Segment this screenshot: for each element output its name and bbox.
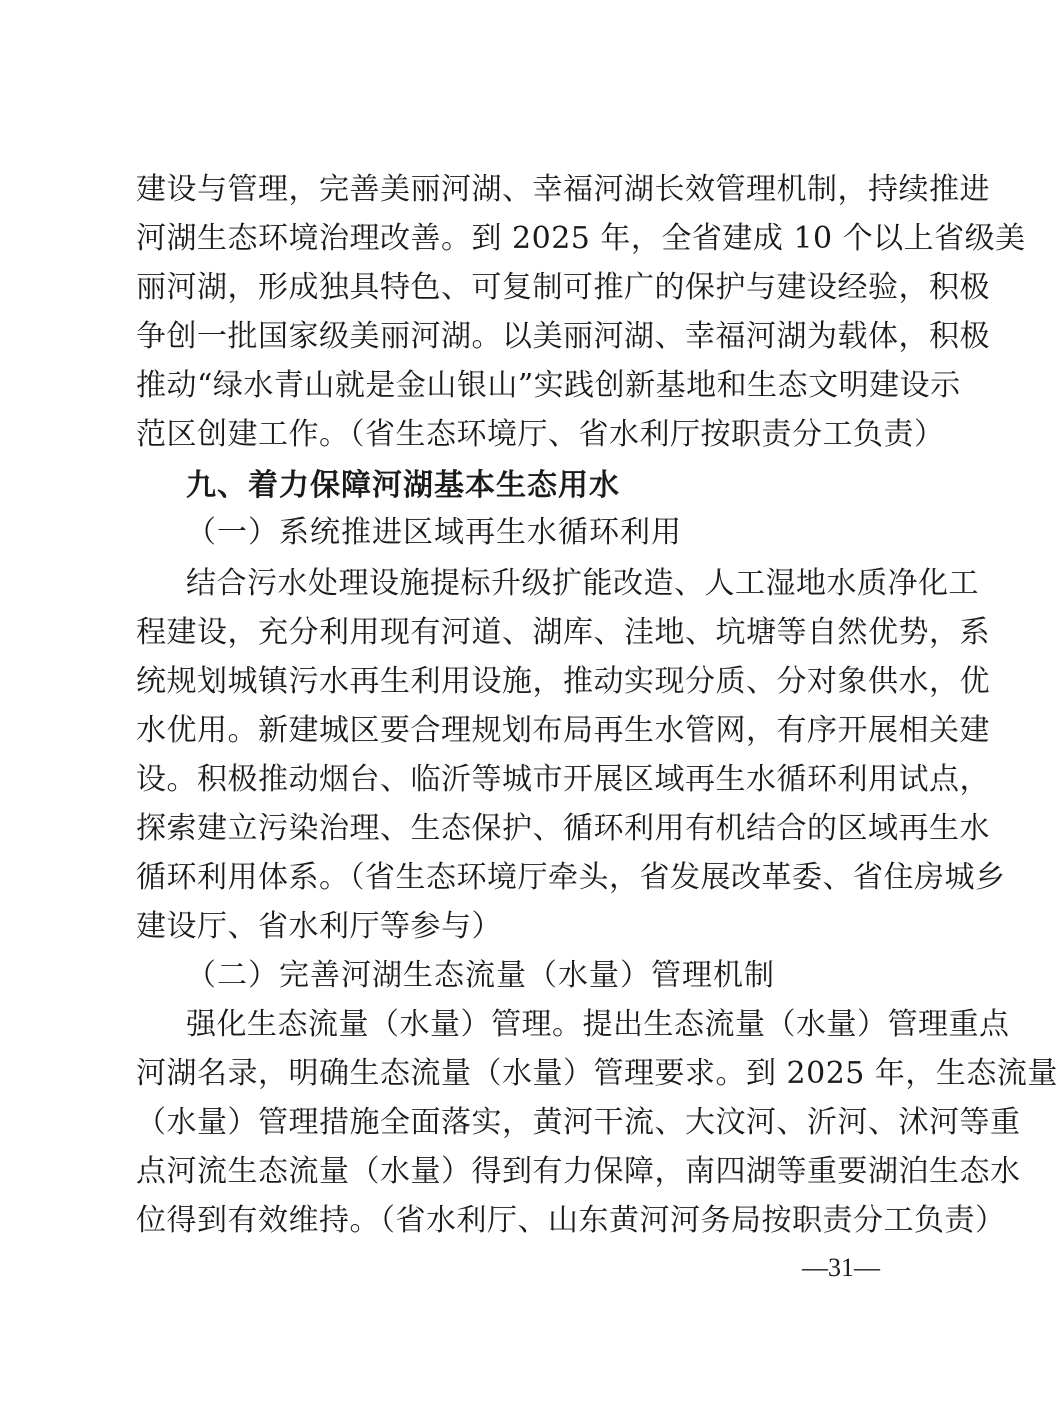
paragraph-line: 程建设，充分利用现有河道、湖库、洼地、坑塘等自然优势，系 bbox=[136, 615, 990, 650]
paragraph-line: （水量）管理措施全面落实，黄河干流、大汶河、沂河、沭河等重 bbox=[136, 1105, 1021, 1140]
paragraph-line: 建设与管理，完善美丽河湖、幸福河湖长效管理机制，持续推进 bbox=[136, 172, 990, 207]
paragraph-line: 水优用。新建城区要合理规划布局再生水管网，有序开展相关建 bbox=[136, 713, 990, 748]
paragraph-line: 丽河湖，形成独具特色、可复制可推广的保护与建设经验，积极 bbox=[136, 270, 990, 305]
paragraph-line: 强化生态流量（水量）管理。提出生态流量（水量）管理重点 bbox=[186, 1007, 1010, 1042]
paragraph-line: 建设厅、省水利厅等参与） bbox=[136, 909, 502, 944]
paragraph-line: 探索建立污染治理、生态保护、循环利用有机结合的区域再生水 bbox=[136, 811, 990, 846]
paragraph-line: 点河流生态流量（水量）得到有力保障，南四湖等重要湖泊生态水 bbox=[136, 1154, 1021, 1189]
paragraph-line: 位得到有效维持。（省水利厅、山东黄河河务局按职责分工负责） bbox=[136, 1203, 1006, 1238]
paragraph-line: 河湖名录，明确生态流量（水量）管理要求。到 2025 年，生态流量 bbox=[136, 1056, 1058, 1091]
paragraph-line: 争创一批国家级美丽河湖。以美丽河湖、幸福河湖为载体，积极 bbox=[136, 319, 990, 354]
paragraph-line: 河湖生态环境治理改善。到 2025 年，全省建成 10 个以上省级美 bbox=[136, 221, 1026, 256]
paragraph-line: 结合污水处理设施提标升级扩能改造、人工湿地水质净化工 bbox=[186, 566, 979, 601]
paragraph-line: 设。积极推动烟台、临沂等城市开展区域再生水循环利用试点， bbox=[136, 762, 990, 797]
subsection-heading: （二）完善河湖生态流量（水量）管理机制 bbox=[186, 958, 775, 993]
section-heading: 九、着力保障河湖基本生态用水 bbox=[186, 468, 620, 503]
page-number: —31— bbox=[802, 1253, 880, 1282]
subsection-heading: （一）系统推进区域再生水循环利用 bbox=[186, 515, 682, 550]
paragraph-line: 循环利用体系。（省生态环境厅牵头，省发展改革委、省住房城乡 bbox=[136, 860, 1006, 895]
paragraph-line: 范区创建工作。（省生态环境厅、省水利厅按职责分工负责） bbox=[136, 417, 945, 452]
paragraph-line: 统规划城镇污水再生利用设施，推动实现分质、分对象供水，优 bbox=[136, 664, 990, 699]
paragraph-line: 推动“绿水青山就是金山银山”实践创新基地和生态文明建设示 bbox=[136, 368, 961, 403]
